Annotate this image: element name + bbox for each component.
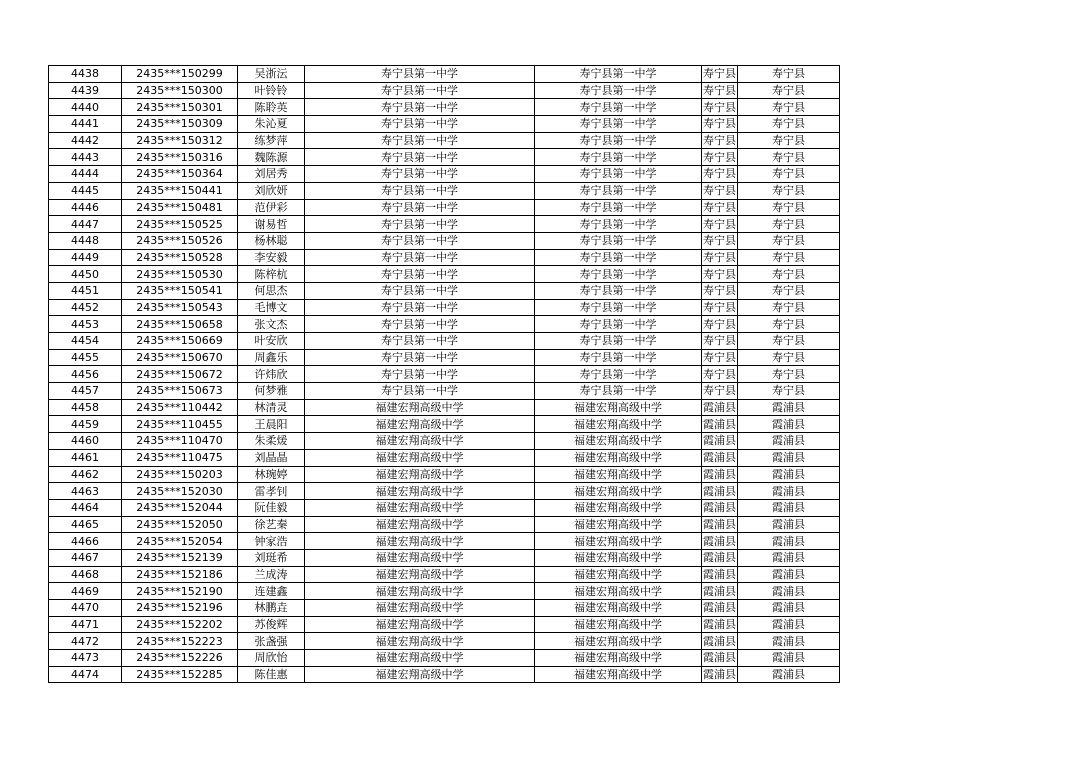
county-cell-2: 寿宁县 [738, 166, 840, 183]
name-cell: 刘珽希 [238, 549, 305, 566]
county-cell: 霞浦县 [703, 451, 736, 465]
seq-cell: 4465 [49, 516, 122, 533]
exam-id-cell: 2435***152030 [122, 483, 238, 500]
exam-id-cell: 2435***110442 [122, 399, 238, 416]
table-row [49, 266, 840, 283]
seq-cell: 4445 [49, 182, 122, 199]
school-cell: 福建宏翔高级中学 [305, 499, 535, 516]
table-row [49, 216, 840, 233]
seq-cell: 4456 [49, 366, 122, 383]
school-cell: 寿宁县第一中学 [305, 149, 535, 166]
table-row [49, 249, 840, 266]
county-cell-2: 寿宁县 [738, 349, 840, 366]
roster-table [48, 65, 840, 683]
table-row [49, 533, 840, 550]
name-cell: 林琬婷 [238, 466, 305, 483]
exam-id-cell: 2435***150541 [122, 282, 238, 299]
seq-cell: 4468 [49, 566, 122, 583]
county-cell-2: 寿宁县 [738, 383, 840, 400]
table-row [49, 449, 840, 466]
county-cell: 寿宁县 [703, 351, 736, 365]
name-cell: 朱柔煖 [238, 433, 305, 450]
county-cell-2: 霞浦县 [738, 466, 840, 483]
exam-id-cell: 2435***110455 [122, 416, 238, 433]
table-row [49, 383, 840, 400]
county-cell-2: 霞浦县 [738, 650, 840, 667]
seq-cell: 4457 [49, 383, 122, 400]
school-cell: 福建宏翔高级中学 [305, 633, 535, 650]
county-cell: 霞浦县 [703, 567, 736, 581]
seq-cell: 4472 [49, 633, 122, 650]
school-cell-2: 寿宁县第一中学 [535, 366, 702, 383]
table-row [49, 232, 840, 249]
exam-id-cell: 2435***110470 [122, 433, 238, 450]
school-cell: 福建宏翔高级中学 [305, 449, 535, 466]
county-cell: 寿宁县 [703, 100, 736, 114]
exam-id-cell: 2435***150309 [122, 116, 238, 133]
exam-id-cell: 2435***150673 [122, 383, 238, 400]
school-cell-2: 寿宁县第一中学 [535, 116, 702, 133]
county-cell: 寿宁县 [703, 367, 736, 381]
exam-id-cell: 2435***150672 [122, 366, 238, 383]
name-cell: 毛博文 [238, 299, 305, 316]
county-cell-2: 霞浦县 [738, 483, 840, 500]
table-row [49, 66, 840, 83]
school-cell: 寿宁县第一中学 [305, 99, 535, 116]
table-row [49, 466, 840, 483]
school-cell: 寿宁县第一中学 [305, 316, 535, 333]
table-row [49, 82, 840, 99]
exam-id-cell: 2435***150300 [122, 82, 238, 99]
seq-cell: 4458 [49, 399, 122, 416]
table-row [49, 416, 840, 433]
county-cell: 寿宁县 [703, 250, 736, 264]
seq-cell: 4473 [49, 650, 122, 667]
school-cell-2: 寿宁县第一中学 [535, 232, 702, 249]
school-cell-2: 福建宏翔高级中学 [535, 449, 702, 466]
exam-id-cell: 2435***152139 [122, 549, 238, 566]
county-cell: 寿宁县 [703, 234, 736, 248]
exam-id-cell: 2435***150301 [122, 99, 238, 116]
school-cell: 福建宏翔高级中学 [305, 483, 535, 500]
name-cell: 兰成涛 [238, 566, 305, 583]
seq-cell: 4450 [49, 266, 122, 283]
county-cell: 霞浦县 [703, 517, 736, 531]
county-cell: 霞浦县 [703, 434, 736, 448]
county-cell-2: 寿宁县 [738, 299, 840, 316]
seq-cell: 4463 [49, 483, 122, 500]
school-cell-2: 福建宏翔高级中学 [535, 549, 702, 566]
school-cell: 福建宏翔高级中学 [305, 516, 535, 533]
county-cell: 霞浦县 [703, 651, 736, 665]
exam-id-cell: 2435***150525 [122, 216, 238, 233]
table-row [49, 99, 840, 116]
school-cell-2: 福建宏翔高级中学 [535, 650, 702, 667]
county-cell-2: 霞浦县 [738, 549, 840, 566]
school-cell: 福建宏翔高级中学 [305, 549, 535, 566]
seq-cell: 4460 [49, 433, 122, 450]
name-cell: 练梦萍 [238, 132, 305, 149]
table-row [49, 349, 840, 366]
school-cell-2: 寿宁县第一中学 [535, 99, 702, 116]
seq-cell: 4455 [49, 349, 122, 366]
school-cell: 寿宁县第一中学 [305, 199, 535, 216]
county-cell: 寿宁县 [703, 84, 736, 98]
school-cell: 寿宁县第一中学 [305, 282, 535, 299]
school-cell: 寿宁县第一中学 [305, 266, 535, 283]
table-row [49, 549, 840, 566]
table-row [49, 633, 840, 650]
table-row [49, 483, 840, 500]
seq-cell: 4449 [49, 249, 122, 266]
name-cell: 刘晶晶 [238, 449, 305, 466]
county-cell-2: 寿宁县 [738, 216, 840, 233]
name-cell: 吴浙沄 [238, 66, 305, 83]
table-row [49, 366, 840, 383]
seq-cell: 4444 [49, 166, 122, 183]
school-cell: 寿宁县第一中学 [305, 333, 535, 350]
exam-id-cell: 2435***150481 [122, 199, 238, 216]
exam-id-cell: 2435***150316 [122, 149, 238, 166]
county-cell-2: 寿宁县 [738, 66, 840, 83]
school-cell-2: 寿宁县第一中学 [535, 149, 702, 166]
table-row [49, 650, 840, 667]
county-cell-2: 寿宁县 [738, 282, 840, 299]
seq-cell: 4440 [49, 99, 122, 116]
school-cell-2: 寿宁县第一中学 [535, 66, 702, 83]
school-cell: 福建宏翔高级中学 [305, 466, 535, 483]
county-cell: 霞浦县 [703, 584, 736, 598]
seq-cell: 4441 [49, 116, 122, 133]
county-cell: 霞浦县 [703, 467, 736, 481]
school-cell-2: 寿宁县第一中学 [535, 333, 702, 350]
exam-id-cell: 2435***150670 [122, 349, 238, 366]
county-cell-2: 霞浦县 [738, 449, 840, 466]
table-row [49, 199, 840, 216]
table-row [49, 333, 840, 350]
county-cell: 霞浦县 [703, 501, 736, 515]
school-cell: 福建宏翔高级中学 [305, 650, 535, 667]
exam-id-cell: 2435***152050 [122, 516, 238, 533]
school-cell-2: 福建宏翔高级中学 [535, 633, 702, 650]
exam-id-cell: 2435***150658 [122, 316, 238, 333]
county-cell: 霞浦县 [703, 601, 736, 615]
county-cell-2: 霞浦县 [738, 633, 840, 650]
exam-id-cell: 2435***150441 [122, 182, 238, 199]
county-cell-2: 寿宁县 [738, 316, 840, 333]
county-cell: 寿宁县 [703, 67, 736, 81]
county-cell: 寿宁县 [703, 384, 736, 398]
exam-id-cell: 2435***110475 [122, 449, 238, 466]
school-cell-2: 福建宏翔高级中学 [535, 616, 702, 633]
school-cell-2: 福建宏翔高级中学 [535, 566, 702, 583]
school-cell: 福建宏翔高级中学 [305, 416, 535, 433]
name-cell: 谢易哲 [238, 216, 305, 233]
county-cell-2: 霞浦县 [738, 433, 840, 450]
school-cell-2: 寿宁县第一中学 [535, 132, 702, 149]
school-cell: 福建宏翔高级中学 [305, 399, 535, 416]
name-cell: 朱沁夏 [238, 116, 305, 133]
county-cell-2: 寿宁县 [738, 232, 840, 249]
exam-id-cell: 2435***152196 [122, 600, 238, 617]
county-cell: 霞浦县 [703, 534, 736, 548]
school-cell: 寿宁县第一中学 [305, 249, 535, 266]
name-cell: 叶铃铃 [238, 82, 305, 99]
school-cell: 寿宁县第一中学 [305, 299, 535, 316]
table-row [49, 116, 840, 133]
school-cell: 福建宏翔高级中学 [305, 433, 535, 450]
table-row [49, 600, 840, 617]
name-cell: 雷孝钊 [238, 483, 305, 500]
name-cell: 林清灵 [238, 399, 305, 416]
exam-id-cell: 2435***150543 [122, 299, 238, 316]
seq-cell: 4446 [49, 199, 122, 216]
table-row [49, 666, 840, 683]
school-cell-2: 福建宏翔高级中学 [535, 499, 702, 516]
county-cell-2: 霞浦县 [738, 616, 840, 633]
school-cell: 福建宏翔高级中学 [305, 566, 535, 583]
table-row [49, 282, 840, 299]
table-row [49, 149, 840, 166]
name-cell: 许炜欣 [238, 366, 305, 383]
school-cell-2: 寿宁县第一中学 [535, 216, 702, 233]
table-row [49, 166, 840, 183]
county-cell: 寿宁县 [703, 334, 736, 348]
name-cell: 叶安欣 [238, 333, 305, 350]
exam-id-cell: 2435***152044 [122, 499, 238, 516]
county-cell-2: 寿宁县 [738, 366, 840, 383]
school-cell: 寿宁县第一中学 [305, 216, 535, 233]
seq-cell: 4453 [49, 316, 122, 333]
school-cell: 寿宁县第一中学 [305, 232, 535, 249]
seq-cell: 4471 [49, 616, 122, 633]
county-cell: 寿宁县 [703, 300, 736, 314]
exam-id-cell: 2435***152202 [122, 616, 238, 633]
county-cell-2: 霞浦县 [738, 583, 840, 600]
table-row [49, 499, 840, 516]
seq-cell: 4467 [49, 549, 122, 566]
county-cell-2: 霞浦县 [738, 666, 840, 683]
county-cell: 寿宁县 [703, 150, 736, 164]
name-cell: 张盏强 [238, 633, 305, 650]
school-cell: 寿宁县第一中学 [305, 349, 535, 366]
county-cell: 霞浦县 [703, 417, 736, 431]
exam-id-cell: 2435***152285 [122, 666, 238, 683]
seq-cell: 4454 [49, 333, 122, 350]
table-row [49, 299, 840, 316]
seq-cell: 4439 [49, 82, 122, 99]
county-cell: 寿宁县 [703, 267, 736, 281]
county-cell-2: 寿宁县 [738, 116, 840, 133]
roster-table-body [49, 66, 840, 683]
county-cell: 寿宁县 [703, 117, 736, 131]
county-cell: 寿宁县 [703, 200, 736, 214]
seq-cell: 4474 [49, 666, 122, 683]
exam-id-cell: 2435***152186 [122, 566, 238, 583]
school-cell-2: 寿宁县第一中学 [535, 166, 702, 183]
name-cell: 钟家浩 [238, 533, 305, 550]
school-cell-2: 福建宏翔高级中学 [535, 533, 702, 550]
seq-cell: 4462 [49, 466, 122, 483]
exam-id-cell: 2435***152054 [122, 533, 238, 550]
exam-id-cell: 2435***150364 [122, 166, 238, 183]
table-row [49, 433, 840, 450]
school-cell: 寿宁县第一中学 [305, 166, 535, 183]
name-cell: 林鹏垚 [238, 600, 305, 617]
name-cell: 陈佳惠 [238, 666, 305, 683]
data-sheet [48, 65, 840, 683]
school-cell-2: 福建宏翔高级中学 [535, 483, 702, 500]
seq-cell: 4469 [49, 583, 122, 600]
name-cell: 周欣怡 [238, 650, 305, 667]
seq-cell: 4451 [49, 282, 122, 299]
school-cell: 福建宏翔高级中学 [305, 616, 535, 633]
name-cell: 杨林聪 [238, 232, 305, 249]
table-row [49, 583, 840, 600]
county-cell: 寿宁县 [703, 167, 736, 181]
name-cell: 张文杰 [238, 316, 305, 333]
county-cell: 霞浦县 [703, 401, 736, 415]
school-cell-2: 福建宏翔高级中学 [535, 583, 702, 600]
county-cell: 霞浦县 [703, 618, 736, 632]
seq-cell: 4447 [49, 216, 122, 233]
county-cell-2: 霞浦县 [738, 566, 840, 583]
school-cell-2: 寿宁县第一中学 [535, 299, 702, 316]
county-cell-2: 霞浦县 [738, 499, 840, 516]
school-cell-2: 福建宏翔高级中学 [535, 516, 702, 533]
name-cell: 王晨阳 [238, 416, 305, 433]
county-cell: 寿宁县 [703, 134, 736, 148]
school-cell-2: 寿宁县第一中学 [535, 349, 702, 366]
county-cell-2: 寿宁县 [738, 132, 840, 149]
county-cell: 寿宁县 [703, 184, 736, 198]
school-cell-2: 寿宁县第一中学 [535, 199, 702, 216]
county-cell: 霞浦县 [703, 551, 736, 565]
exam-id-cell: 2435***150312 [122, 132, 238, 149]
seq-cell: 4448 [49, 232, 122, 249]
school-cell-2: 寿宁县第一中学 [535, 182, 702, 199]
table-row [49, 399, 840, 416]
exam-id-cell: 2435***152226 [122, 650, 238, 667]
school-cell-2: 寿宁县第一中学 [535, 282, 702, 299]
name-cell: 阮佳毅 [238, 499, 305, 516]
seq-cell: 4443 [49, 149, 122, 166]
county-cell-2: 霞浦县 [738, 399, 840, 416]
school-cell-2: 福建宏翔高级中学 [535, 416, 702, 433]
exam-id-cell: 2435***150530 [122, 266, 238, 283]
county-cell: 霞浦县 [703, 634, 736, 648]
name-cell: 周鑫乐 [238, 349, 305, 366]
county-cell-2: 霞浦县 [738, 516, 840, 533]
county-cell: 霞浦县 [703, 484, 736, 498]
school-cell-2: 福建宏翔高级中学 [535, 666, 702, 683]
name-cell: 陈聆英 [238, 99, 305, 116]
school-cell-2: 福建宏翔高级中学 [535, 600, 702, 617]
name-cell: 魏陈源 [238, 149, 305, 166]
county-cell-2: 寿宁县 [738, 149, 840, 166]
seq-cell: 4464 [49, 499, 122, 516]
seq-cell: 4470 [49, 600, 122, 617]
exam-id-cell: 2435***150669 [122, 333, 238, 350]
school-cell: 寿宁县第一中学 [305, 66, 535, 83]
table-row [49, 616, 840, 633]
name-cell: 何梦雅 [238, 383, 305, 400]
county-cell-2: 霞浦县 [738, 416, 840, 433]
table-row [49, 182, 840, 199]
exam-id-cell: 2435***150299 [122, 66, 238, 83]
county-cell: 寿宁县 [703, 284, 736, 298]
table-row [49, 566, 840, 583]
county-cell-2: 寿宁县 [738, 199, 840, 216]
county-cell-2: 寿宁县 [738, 99, 840, 116]
name-cell: 刘居秀 [238, 166, 305, 183]
school-cell: 福建宏翔高级中学 [305, 666, 535, 683]
county-cell-2: 寿宁县 [738, 82, 840, 99]
name-cell: 陈梓杭 [238, 266, 305, 283]
school-cell: 寿宁县第一中学 [305, 182, 535, 199]
school-cell-2: 寿宁县第一中学 [535, 383, 702, 400]
county-cell: 寿宁县 [703, 317, 736, 331]
school-cell: 福建宏翔高级中学 [305, 533, 535, 550]
exam-id-cell: 2435***150526 [122, 232, 238, 249]
county-cell-2: 寿宁县 [738, 249, 840, 266]
school-cell: 寿宁县第一中学 [305, 132, 535, 149]
exam-id-cell: 2435***152223 [122, 633, 238, 650]
name-cell: 何思杰 [238, 282, 305, 299]
county-cell: 霞浦县 [703, 668, 736, 682]
seq-cell: 4452 [49, 299, 122, 316]
seq-cell: 4459 [49, 416, 122, 433]
seq-cell: 4438 [49, 66, 122, 83]
seq-cell: 4442 [49, 132, 122, 149]
school-cell: 福建宏翔高级中学 [305, 600, 535, 617]
school-cell-2: 福建宏翔高级中学 [535, 466, 702, 483]
seq-cell: 4461 [49, 449, 122, 466]
name-cell: 连建鑫 [238, 583, 305, 600]
seq-cell: 4466 [49, 533, 122, 550]
school-cell: 寿宁县第一中学 [305, 82, 535, 99]
name-cell: 李安毅 [238, 249, 305, 266]
table-row [49, 516, 840, 533]
school-cell-2: 寿宁县第一中学 [535, 82, 702, 99]
name-cell: 徐艺秦 [238, 516, 305, 533]
exam-id-cell: 2435***152190 [122, 583, 238, 600]
school-cell-2: 寿宁县第一中学 [535, 249, 702, 266]
exam-id-cell: 2435***150203 [122, 466, 238, 483]
county-cell-2: 寿宁县 [738, 182, 840, 199]
table-row [49, 132, 840, 149]
school-cell-2: 福建宏翔高级中学 [535, 399, 702, 416]
name-cell: 范伊彩 [238, 199, 305, 216]
name-cell: 苏俊辉 [238, 616, 305, 633]
table-row [49, 316, 840, 333]
school-cell: 寿宁县第一中学 [305, 366, 535, 383]
school-cell: 寿宁县第一中学 [305, 116, 535, 133]
school-cell-2: 福建宏翔高级中学 [535, 433, 702, 450]
county-cell-2: 寿宁县 [738, 333, 840, 350]
county-cell: 寿宁县 [703, 217, 736, 231]
school-cell-2: 寿宁县第一中学 [535, 316, 702, 333]
name-cell: 刘欣妍 [238, 182, 305, 199]
county-cell-2: 霞浦县 [738, 533, 840, 550]
county-cell-2: 霞浦县 [738, 600, 840, 617]
school-cell: 福建宏翔高级中学 [305, 583, 535, 600]
exam-id-cell: 2435***150528 [122, 249, 238, 266]
county-cell-2: 寿宁县 [738, 266, 840, 283]
school-cell: 寿宁县第一中学 [305, 383, 535, 400]
school-cell-2: 寿宁县第一中学 [535, 266, 702, 283]
